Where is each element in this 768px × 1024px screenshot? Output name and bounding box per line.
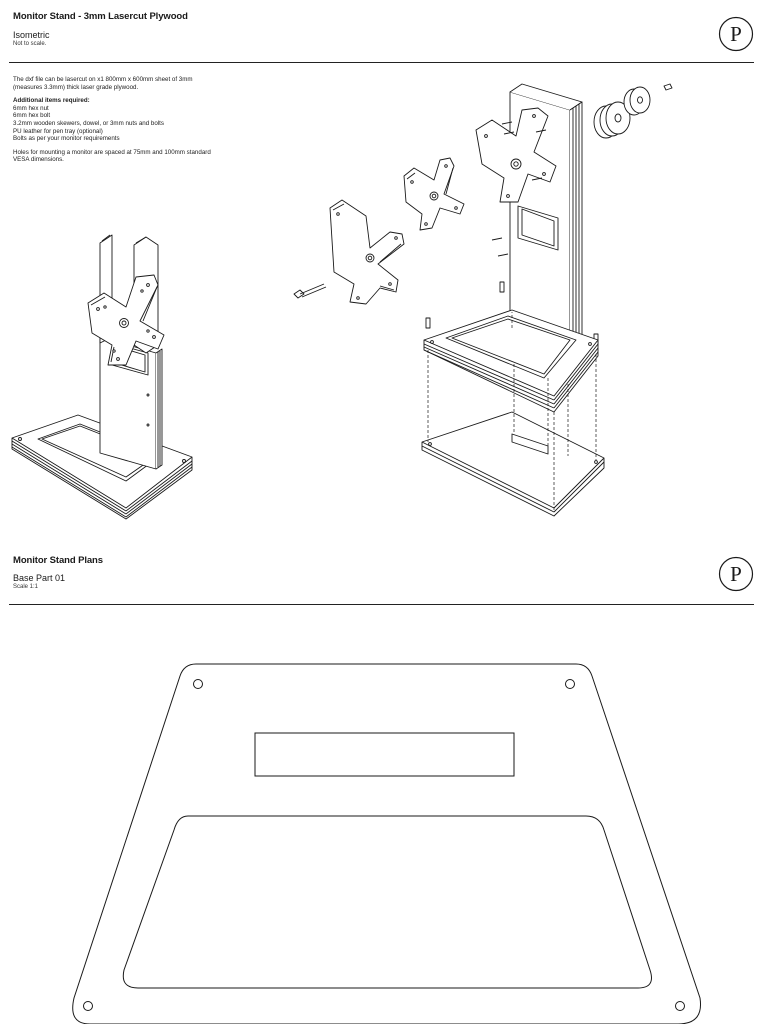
logo-letter: P [730,562,742,586]
upright-slot-cutout [255,733,514,776]
sheet-title: Monitor Stand Plans [13,555,103,566]
list-item: 6mm hex bolt [13,112,51,120]
exploded-view-drawing [286,78,686,530]
sheet-title: Monitor Stand - 3mm Lasercut Plywood [13,11,188,22]
plans-sheet [0,548,768,1024]
header-divider [9,604,754,605]
base-part-plan-drawing [60,658,720,1024]
tray-cutout [123,816,651,988]
list-item: 3.2mm wooden skewers, dowel, or 3mm nuts and bolts [13,119,164,127]
vesa-note: Holes for mounting a monitor are spaced at 75mm and 100mm standard VESA dimensions. [13,148,211,164]
mounting-hole [566,680,575,689]
mounting-hole [676,1002,685,1011]
part-label: Base Part 01 [13,573,66,583]
scale-note: Scale 1:1 [13,584,39,590]
logo-emblem [718,556,754,592]
mounting-hole [84,1002,93,1011]
view-label: Isometric [13,30,50,40]
list-item: Bolts as per your monitor requirements [13,135,120,143]
additional-items-heading: Additional items required: [13,97,90,105]
logo-emblem [718,16,754,52]
header-divider [9,62,754,63]
assembled-stand-drawing [8,225,198,530]
scale-note: Not to scale. [13,41,47,47]
description-text: The dxf file can be lasercut on x1 800mm x 600mm sheet of 3mm (measures 3.3mm) thick laser grade plywood. [13,76,193,91]
logo-letter: P [730,22,742,46]
mounting-hole [194,680,203,689]
instructions-block [13,76,213,170]
list-item: PU leather for pen tray (optional) [13,127,103,135]
additional-items-list [13,105,213,143]
list-item: 6mm hex nut [13,104,49,112]
base-outline [73,664,701,1024]
